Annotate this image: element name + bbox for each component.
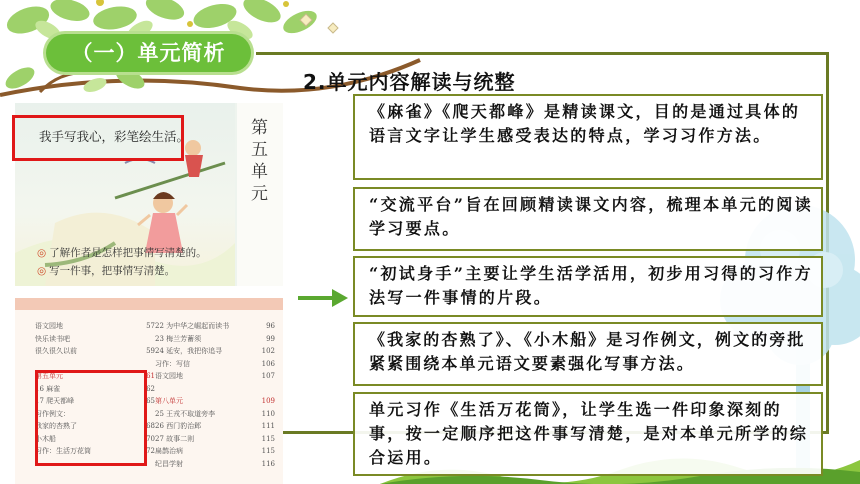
toc-row: [155, 408, 275, 421]
toc-row: [35, 345, 155, 358]
toc-row-page: 62: [146, 384, 155, 393]
toc-row: [155, 358, 275, 371]
toc-row-page: 59: [146, 347, 155, 355]
toc-row-page: 115: [261, 434, 275, 443]
toc-row-page: 57: [146, 322, 155, 330]
toc-row-page: 70: [146, 434, 155, 443]
frame-line-top: [256, 52, 828, 55]
toc-row-page: 96: [266, 322, 275, 330]
toc-row: [155, 420, 275, 433]
toc-row: [155, 345, 275, 358]
toc-row: [155, 320, 275, 333]
unit-goal-text: 写一件事，把事情写清楚。: [49, 265, 176, 277]
toc-row-page: 115: [261, 447, 275, 455]
unit-char: 单: [251, 162, 268, 182]
toc-right-column: [155, 320, 275, 470]
toc-row-title: 17 爬天都峰: [35, 397, 75, 405]
content-box: 《我家的杏熟了》、《小木船》是习作例文，例文的旁批紧紧围绕本单元语文要素强化写事方法。: [353, 322, 823, 386]
toc-row-page: 109: [261, 397, 275, 405]
toc-row-page: 106: [261, 359, 275, 368]
toc-row-page: 99: [266, 334, 275, 343]
toc-row-title: 很久很久以前: [35, 347, 77, 355]
content-box: “初试身手”主要让学生活学活用，初步用习得的习作方法写一件事情的片段。: [353, 256, 823, 317]
toc-row-title: 27 故事二则: [155, 434, 195, 443]
toc-row-title: 纪昌学射: [155, 459, 183, 468]
toc-row-title: 16 麻雀: [35, 384, 61, 393]
title-banner: [46, 34, 251, 72]
unit-char: 五: [251, 140, 268, 160]
unit-char: 元: [251, 184, 268, 204]
toc-row-title: 22 为中华之崛起而读书: [155, 322, 230, 330]
unit-goal: ◎ 了解作者是怎样把事情写清楚的。: [37, 247, 207, 259]
unit-goal-text: 了解作者是怎样把事情写清楚的。: [49, 247, 207, 259]
toc-row-title: 语文园地: [35, 322, 63, 330]
toc-row: [155, 395, 275, 408]
toc-row-title: 24 延安，我把你追寻: [155, 347, 223, 355]
toc-row-title: 习作：生活万花筒: [35, 447, 91, 455]
highlight-box-quote: [12, 115, 184, 161]
toc-row-page: 107: [261, 372, 275, 380]
toc-row: [155, 383, 275, 396]
toc-row-title: 我家的杏熟了: [35, 422, 77, 430]
toc-row-title: 23 梅兰芳蓄须: [155, 334, 202, 343]
toc-row-title: 小木船: [35, 434, 56, 443]
unit-char: 第: [251, 118, 268, 138]
arrow-right-icon: [296, 287, 350, 309]
unit-goal: ◎ 写一件事，把事情写清楚。: [37, 265, 176, 277]
content-box: “交流平台”旨在回顾精读课文内容，梳理本单元的阅读学习要点。: [353, 187, 823, 251]
toc-row: [155, 370, 275, 383]
toc-row-page: 110: [261, 409, 275, 418]
toc-row-title: 快乐读书吧: [35, 334, 70, 343]
toc-row-page: 68: [146, 422, 155, 430]
unit-label: [251, 117, 271, 205]
toc-row: [155, 433, 275, 446]
toc-row-title: 第八单元: [155, 397, 183, 405]
toc-row-title: 扁鹊治病: [155, 447, 183, 455]
toc-row: [155, 445, 275, 458]
toc-row-title: 习作例文：: [35, 409, 70, 418]
toc-row-title: 26 西门豹治邺: [155, 422, 202, 430]
toc-row-page: 102: [261, 347, 275, 355]
toc-row: [35, 333, 155, 346]
toc-row-page: 111: [261, 422, 275, 430]
unit-quote: 我手写我心，彩笔绘生活。: [39, 129, 190, 144]
toc-row-page: 116: [261, 459, 275, 468]
highlight-box-toc: [35, 370, 147, 466]
slide-title: （一）单元简析: [71, 40, 226, 65]
section-heading: 2.单元内容解读与统整: [303, 70, 516, 94]
toc-row: [35, 320, 155, 333]
toc-row: [35, 358, 155, 371]
content-box: 《麻雀》《爬天都峰》是精读课文，目的是通过具体的语言文字让学生感受表达的特点，学习习作方法。: [353, 94, 823, 180]
toc-row-title: 习作：写信: [155, 359, 190, 368]
toc-row-title: 25 王戎不取道旁李: [155, 409, 216, 418]
toc-row: [155, 333, 275, 346]
toc-header-band: [15, 298, 283, 310]
toc-row-page: 65: [146, 397, 155, 405]
toc-row-page: 72: [146, 447, 155, 455]
toc-row-title: 第五单元: [35, 372, 63, 380]
toc-row: [155, 458, 275, 471]
toc-row-page: 61: [146, 372, 155, 380]
toc-row-title: 语文园地: [155, 372, 183, 380]
content-box: 单元习作《生活万花筒》，让学生选一件印象深刻的事，按一定顺序把这件事写清楚，是对本单元所学的综合运用。: [353, 392, 823, 476]
